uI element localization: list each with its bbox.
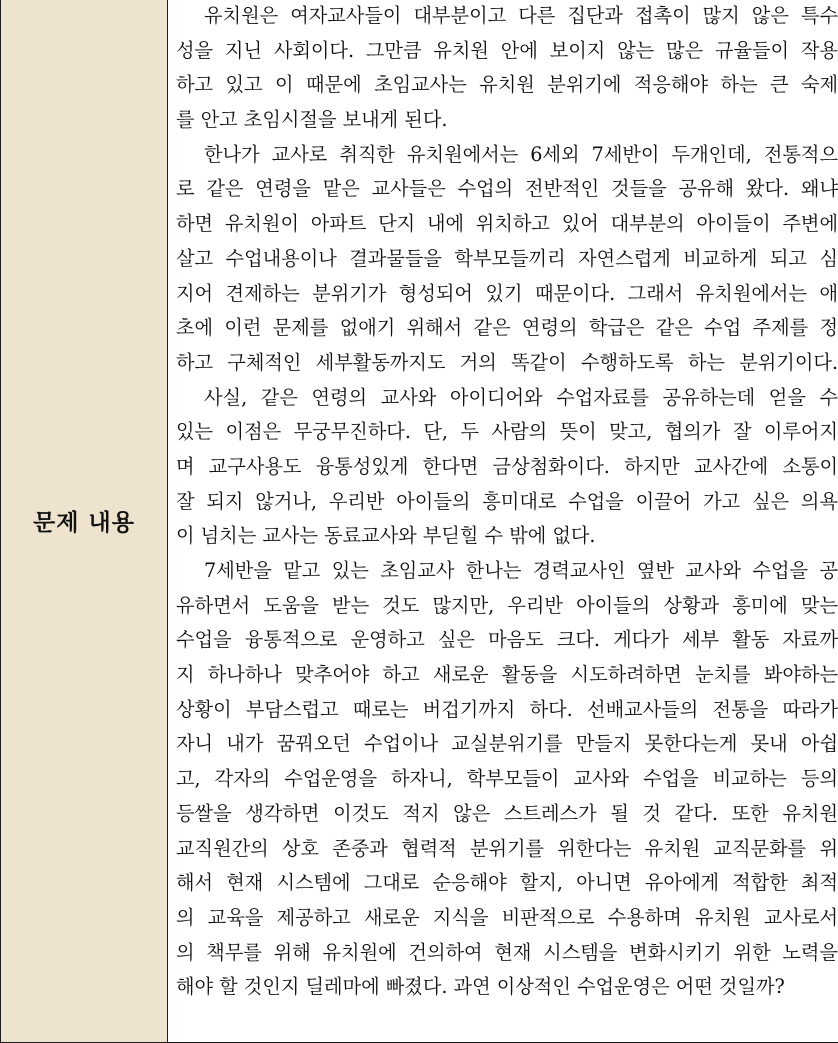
text-line: 사실, 같은 연령의 교사와 아이디어와 수업자료를 공유하는데 얻을 수 xyxy=(176,381,838,416)
text-line: 하면 유치원이 아파트 단지 내에 위치하고 있어 대부분의 아이들이 주변에 xyxy=(176,207,838,242)
section-label: 문제 내용 xyxy=(33,510,135,536)
text-line: 며 교구사용도 융통성있게 한다면 금상첨화이다. 하지만 교사간에 소통이 xyxy=(176,450,838,485)
text-line: 잘 되지 않거나, 우리반 아이들의 흥미대로 수업을 이끌어 가고 싶은 의욕 xyxy=(176,485,838,520)
content-cell xyxy=(168,0,838,1043)
text-line: 수업을 융통적으로 운영하고 싶은 마음도 크다. 게다가 세부 활동 자료까 xyxy=(176,623,838,658)
text-line: 초에 이런 문제를 없애기 위해서 같은 연령의 학급은 같은 수업 주제를 정 xyxy=(176,311,838,346)
problem-content-text xyxy=(168,0,838,1005)
text-line: 를 안고 초임시절을 보내게 된다. xyxy=(176,103,838,138)
text-line: 유하면서 도움을 받는 것도 많지만, 우리반 아이들의 상황과 흥미에 맞는 xyxy=(176,589,838,624)
text-line: 의 교육을 제공하고 새로운 지식을 비판적으로 수용하며 유치원 교사로서 xyxy=(176,901,838,936)
text-line: 살고 수업내용이나 결과물들을 학부모들끼리 자연스럽게 비교하게 되고 심 xyxy=(176,242,838,277)
text-line: 해야 할 것인지 딜레마에 빠졌다. 과연 이상적인 수업운영은 어떤 것일까? xyxy=(176,970,838,1005)
text-line: 한나가 교사로 취직한 유치원에서는 6세외 7세반이 두개인데, 전통적으 xyxy=(176,138,838,173)
text-line: 상황이 부담스럽고 때로는 버겁기까지 하다. 선배교사들의 전통을 따라가 xyxy=(176,693,838,728)
text-line: 교직원간의 상호 존중과 협력적 분위기를 위한다는 유치원 교직문화를 위 xyxy=(176,832,838,867)
label-cell xyxy=(1,0,168,1043)
text-line: 7세반을 맡고 있는 초임교사 한나는 경력교사인 옆반 교사와 수업을 공 xyxy=(176,554,838,589)
text-line: 의 책무를 위해 유치원에 건의하여 현재 시스템을 변화시키기 위한 노력을 xyxy=(176,936,838,971)
text-line: 하고 구체적인 세부활동까지도 거의 똑같이 수행하도록 하는 분위기이다. xyxy=(176,346,838,381)
text-line: 지 하나하나 맞추어야 하고 새로운 활동을 시도하려하면 눈치를 봐야하는 xyxy=(176,658,838,693)
text-line: 고, 각자의 수업운영을 하자니, 학부모들이 교사와 수업을 비교하는 등의 xyxy=(176,762,838,797)
text-line: 지어 견제하는 분위기가 형성되어 있기 때문이다. 그래서 유치원에서는 애 xyxy=(176,277,838,312)
text-line: 이 넘치는 교사는 동료교사와 부딛힐 수 밖에 없다. xyxy=(176,519,838,554)
text-line: 하고 있고 이 때문에 초임교사는 유치원 분위기에 적응해야 하는 큰 숙제 xyxy=(176,68,838,103)
text-line: 로 같은 연령을 맡은 교사들은 수업의 전반적인 것들을 공유해 왔다. 왜냐 xyxy=(176,172,838,207)
text-line: 유치원은 여자교사들이 대부분이고 다른 집단과 접촉이 많지 않은 특수 xyxy=(176,0,838,34)
text-line: 있는 이점은 무궁무진하다. 단, 두 사람의 뜻이 맞고, 협의가 잘 이루어지 xyxy=(176,415,838,450)
text-line: 성을 지닌 사회이다. 그만큼 유치원 안에 보이지 않는 많은 규율들이 작용 xyxy=(176,34,838,69)
text-line: 등쌀을 생각하면 이것도 적지 않은 스트레스가 될 것 같다. 또한 유치원 xyxy=(176,797,838,832)
text-line: 자니 내가 꿈꿔오던 수업이나 교실분위기를 만들지 못한다는게 못내 아쉽 xyxy=(176,727,838,762)
text-line: 해서 현재 시스템에 그대로 순응해야 할지, 아니면 유아에게 적합한 최적 xyxy=(176,866,838,901)
